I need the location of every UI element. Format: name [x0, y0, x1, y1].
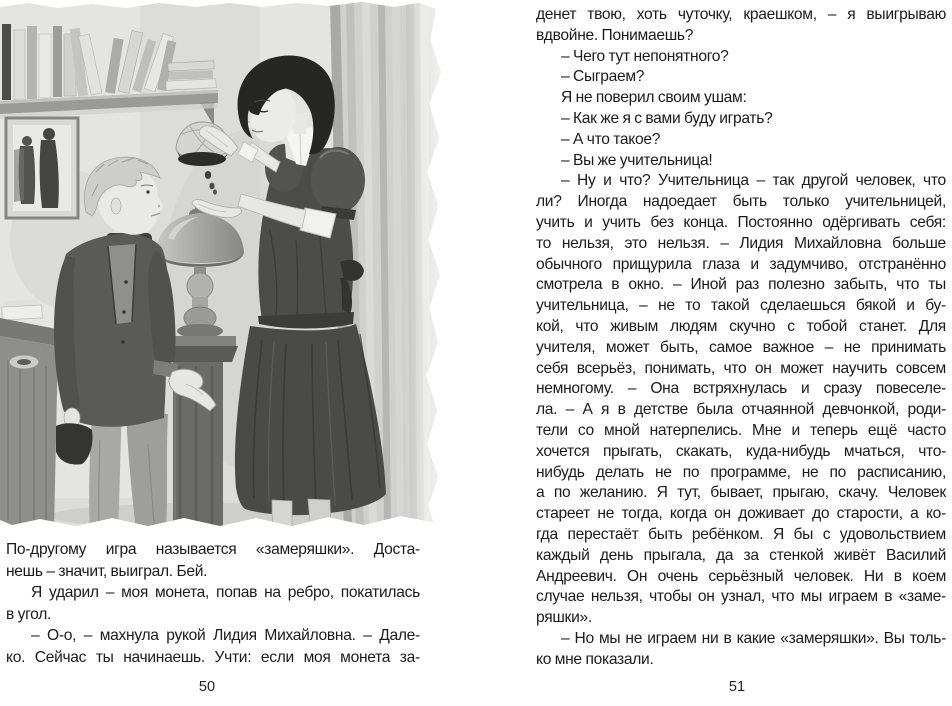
framed-picture: [6, 118, 78, 218]
text-line: – Ну и что? Учительница – так другой человек, что: [561, 172, 946, 190]
text-line: По-другому игра называется «замеряшки». Доста-: [6, 541, 420, 558]
desk: [0, 299, 62, 530]
text-line: нибудь делать не по программе, не по расписанию,: [536, 463, 946, 481]
boy-cap: [56, 423, 93, 464]
text-line: а по желанию. Я тут, бывает, прыгаю, скачу. Человек: [536, 484, 946, 502]
text-line: ли? Иногда надоедает быть только учительницей,: [536, 193, 946, 211]
text-line: тели со мной натерпелись. Мне и теперь ещё часто: [536, 421, 946, 439]
teacher-leg: [272, 500, 292, 530]
text-line: учителя, может быть, самое важное – не принимать: [536, 338, 946, 356]
text-line: нешь – значит, выиграл. Бей.: [6, 562, 208, 580]
text-line: – Сыграем?: [561, 68, 645, 86]
left-page-text: [6, 539, 420, 669]
text-line: учить и учить без конца. Постоянно одёргивать себя:: [536, 213, 946, 231]
text-line: Я ударил – моя монета, попав на ребро, покатилась: [31, 584, 420, 602]
right-page-text: [536, 5, 946, 671]
text-line: ла. – А я в детстве была отчаянной девчонкой, роди-: [536, 401, 946, 419]
text-line: в угол.: [6, 605, 52, 623]
teacher-leg: [308, 499, 331, 530]
right-page-number: 51: [728, 679, 746, 695]
right-page: [476, 0, 952, 706]
text-line: денет твою, хоть чуточку, краешком, – я выигрываю: [536, 6, 946, 23]
text-line: каждый день прыгала, да за стенкой живёт Василий: [536, 546, 946, 564]
text-line: – Вы же учительница!: [561, 151, 713, 169]
torn-edge-fade: [404, 0, 452, 530]
text-line: хочется прыгать, скакать, куда-нибудь мчаться, что-: [536, 442, 946, 460]
text-line: смотрела в окно. – Иной раз полезно забыть, что ты: [536, 276, 946, 294]
text-line: – О-о, – махнула рукой Лидия Михайловна. – Дале-: [31, 627, 420, 645]
illustration-svg: [0, 0, 452, 530]
text-line: гда перестаёт быть ребёнком. Я бы с удовольствием: [536, 525, 946, 543]
text-line: Андреевич. Он очень серьёзный человек. Ни в коем: [536, 567, 946, 585]
left-page-number: 50: [198, 679, 216, 695]
text-line: – А что такое?: [561, 130, 661, 148]
teacher-puff-sleeve: [311, 147, 365, 213]
text-line: – Чего тут непонятного?: [561, 47, 729, 65]
text-line: то нельзя, это нельзя. – Лидия Михайловна больше: [536, 234, 946, 252]
text-line: учительница, – не то такой сделаешься бякой и бу-: [536, 297, 946, 315]
text-line: случае нельзя, чтобы он узнал, что мы играем в «заме-: [536, 588, 946, 606]
text-line: – Но мы не играем ни в какие «замеряшки». Вы толь-: [561, 629, 946, 647]
text-line: стареет не тогда, когда он доживает до старости, а ко-: [536, 505, 946, 523]
text-line: немногому. – Она встряхнулась и сразу повеселе-: [536, 380, 946, 398]
text-line: Я не поверил своим ушам:: [561, 89, 747, 107]
text-line: кой, что живым людям скучно с тобой станет. Для: [536, 317, 946, 335]
text-line: ко. Сейчас ты начинаешь. Учти: если моя монета за-: [6, 648, 420, 666]
text-line: вдвойне. Понимаешь?: [536, 26, 694, 44]
text-line: ряшки».: [536, 609, 592, 627]
text-line: – Как же я с вами буду играть?: [561, 109, 773, 127]
illustration: [0, 0, 452, 530]
text-line: себя всерьёз, понимать, что он может научить совсем: [536, 359, 946, 377]
text-line: ко мне показали.: [536, 650, 654, 668]
text-line: обычного прищурила глаза и задумчиво, отстранённо: [536, 255, 946, 273]
